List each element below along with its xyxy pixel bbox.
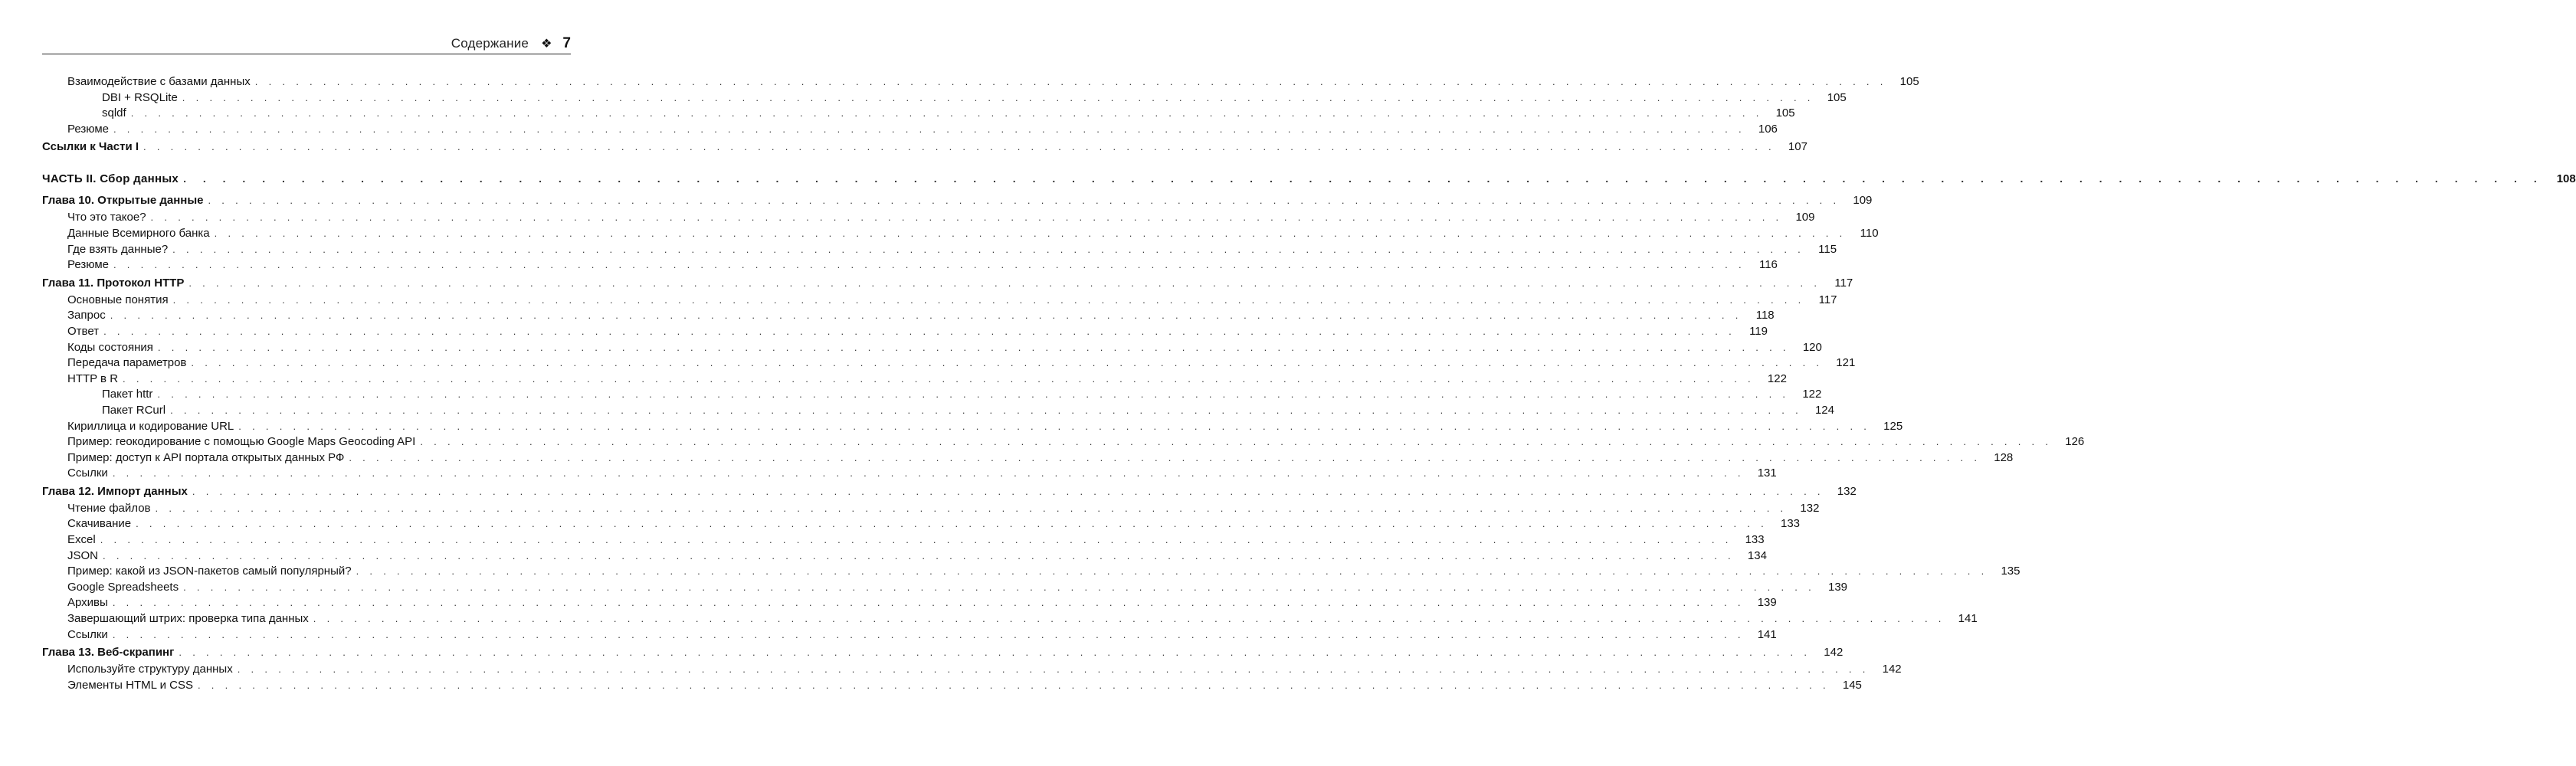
dot-leader: . . . . . . . . . . . . . . . . . . . . . . . . . . . . . . . . . . . . . . . . . . . . . . . . . . . . . . . . . . . . . . . . . . . . . . . . . . . . . . . . . . . . . . . . . . . . . . . . . . . . . . . . . . . . . . . . . . . . . . . . [112,467,1745,480]
toc-entry-row[interactable] [42,596,1777,612]
toc-entry-row[interactable] [42,501,1820,518]
dot-leader: . . . . . . . . . . . . . . . . . . . . . . . . . . . . . . . . . . . . . . . . . . . . . . . . . . . . . . . . . . . . . . . . . . . . . . . . . . . . . . . . . . . . . . . . . . . . . . . . . . . . . . . . . . . . . . . . . . . . . . . . [130,107,1763,119]
toc-entry-row[interactable] [42,466,1777,483]
toc-entry-page: 121 [1836,356,1856,370]
toc-entry-page: 139 [1757,596,1777,610]
toc-entry-row[interactable] [42,565,2020,581]
dot-leader: . . . . . . . . . . . . . . . . . . . . . . . . . . . . . . . . . . . . . . . . . . . . . . . . . . . . . . . . . . . . . . . . . . . . . . . . . . . . . . . . . . . . . . . . . . . . . . . . . . . . . . . . . . . . . . . . . . . . . . . . [155,502,1788,514]
toc-entry-row[interactable] [42,450,2014,467]
toc-entry-page: 142 [1824,646,1844,660]
toc-entry-row[interactable] [42,122,1778,139]
toc-entry-title: Используйте структуру данных [67,663,233,676]
dot-leader: . . . . . . . . . . . . . . . . . . . . . . . . . . . . . . . . . . . . . . . . . . . . . . . . . . . . . . . . . . . . . . . . . . . . . . . . . . . . . . . . . . . . . . . . . . . . . . . . . . . . . . . . . . . . . . . . . . . . . . . . [103,549,1735,561]
toc-entry-page: 122 [1767,372,1787,385]
toc-entry-title: Где взять данные? [67,242,169,256]
toc-chapter-row[interactable] [42,646,1844,663]
toc-entry-title: Скачивание [67,517,132,531]
toc-entry-title: Excel [67,533,96,547]
dot-leader: . . . . . . . . . . . . . . . . . . . . . . . . . . . . . . . . . . . . . . . . . . . . . . . . . . . . . . . . . . . . . . . . . . . . . . . . . . . . . . . . . . . . . . . . . . . . . . . . . . . . . . . . . . . . . . . . . . . . . . . . [112,597,1745,609]
dot-leader: . . . . . . . . . . . . . . . . . . . . . . . . . . . . . . . . . . . . . . . . . . . . . . . . . . . . . . . . . . . . . . . . . . . . . . . . . . . . . . . . . . . . . . . . . . . . . . . . . . . . . . . . . . . . . . . . . . . . . . . . [123,372,1755,385]
toc-entry-title: Кириллица и кодирование URL [67,419,234,433]
dot-leader: . . . . . . . . . . . . . . . . . . . . . . . . . . . . . . . . . . . . . . . . . . . . . . . . . . . . . . . . . . . . . . . . . . . . . . . . . . . . . . . . . . . . . . . . . . . . . . . . . . . . . . . . . . . . . . . . . . . . . . . . [113,259,1745,271]
toc-entry-title: DBI + RSQLite [102,90,178,104]
toc-entry-page: 108 [2556,172,2576,186]
toc-entry-page: 110 [1860,226,1879,240]
dot-leader: . . . . . . . . . . . . . . . . . . . . . . . . . . . . . . . . . . . . . . . . . . . . . . . . . . . . . . . . . . . . . . . . . . . . . . . . . . . . . . . . . . . . . . . . . . . . . . . . . . . . . . . . . . . . . . . . . . . . . . . . [112,628,1745,640]
page-header [42,34,571,54]
dot-leader: . . . . . . . . . . . . . . . . . . . . . . . . . . . . . . . . . . . . . . . . . . . . . . . . . . . . . . . . . . . . . . . . . . . . . . . . . . . . . . . . . . . . . . . . . . . . . . . . . . . . . . . . . . . . . . . . . . . . . . . . [143,141,1775,153]
toc-entry-row[interactable] [42,612,1978,628]
dot-leader: . . . . . . . . . . . . . . . . . . . . . . . . . . . . . . . . . . . . . . . . . . . . . . . . . . . . . . . . . . . . . . . . . . . . . . . . . . . . . . . . . . . . . . . . . . . . . . . . . . . . . . . . . . . . . . . . . . . . . . . . [172,243,1805,255]
dot-leader: . . . . . . . . . . . . . . . . . . . . . . . . . . . . . . . . . . . . . . . . . . . . . . . . . . . . . . . . . . . . . . . . . . . . . . . . . . . . . . . . . . . . . . . . . . . . . . . . . . . . . . . . . . . . . . . . . . . . . . . . [182,91,1814,103]
toc-entry-title: Архивы [67,596,108,610]
dot-leader: . . . . . . . . . . . . . . . . . . . . . . . . . . . . . . . . . . . . . . . . . . . . . . . . . . . . . . . . . . . . . . . . . . . . . . . . . . . . . . . . . . . . . . . . . . . . . . . . . . . . . . . . . . . . . . . . . . . . . . . . [192,485,1824,497]
toc-entry-page: 133 [1780,517,1801,531]
dot-leader: . . . . . . . . . . . . . . . . . . . . . . . . . . . . . . . . . . . . . . . . . . . . . . . . . . . . . . . . . . . . . . . . . . . . . . . . . . . . . . . . . . . . . . . . . . . . . . . . . . . . . . . . . . . . . . . . . . . . . . . . [157,388,1790,401]
toc-entry-page: 132 [1837,484,1857,498]
toc-entry-page: 134 [1747,548,1767,562]
toc-chapter-row[interactable] [42,140,1807,157]
toc-entry-title: Google Spreadsheets [67,580,179,594]
toc-chapter-row[interactable] [42,194,1873,211]
toc-entry-row[interactable] [42,517,1801,533]
toc-entry-page: 139 [1828,580,1848,594]
toc-entry-title: sqldf [102,106,126,120]
toc-entry-title: JSON [67,548,99,562]
ornament-icon: ❖ [541,38,552,51]
toc-entry-title: Коды состояния [67,340,153,354]
dot-leader: . . . . . . . . . . . . . . . . . . . . . . . . . . . . . . . . . . . . . . . . . . . . . . . . . . . . . . . . . . . . . . . . . . . . . . . . . . . . . . . . . . . . . . . . . . . . . . . . . . . . . . . . . . . . . . . . . . . . . . . . [100,534,1732,546]
toc-entry-title: Резюме [67,122,109,136]
dot-leader: . . . . . . . . . . . . . . . . . . . . . . . . . . . . . . . . . . . . . . . . . . . . . . . . . . . . . . . . . . . . . . . . . . . . . . . . . . . . . . . . . . . . . . . . . . . . . . . . . . . . . . . . . . . . . . . . . . . . . . . . [313,613,1945,625]
toc-entry-title: Запрос [67,309,106,322]
dot-leader: . . . . . . . . . . . . . . . . . . . . . . . . . . . . . . . . . . . . . . . . . . . . . . . . . . . . . . . . . . . . . . . . . . . . . . . . . . . . . . . . . . . . . . . . . . . . . . . . . . . . . . . . . . . . . . . . . . . . . . . . [356,565,1988,578]
dot-leader: . . . . . . . . . . . . . . . . . . . . . . . . . . . . . . . . . . . . . . . . . . . . . . . . . . . . . . . . . . . . . . . . . . . . . . . . . . . . . . . . . . . . . . . . . . . . . . . . . . . . . . . . . . . . . . . . . . . . . . . . [150,211,1783,224]
toc-entry-title: Ссылки [67,466,108,480]
running-title: Содержание [451,36,529,51]
toc-entry-page: 119 [1749,324,1768,338]
toc-entry-title: Пример: доступ к API портала открытых данных РФ [67,450,345,464]
dot-leader: . . . . . . . . . . . . . . . . . . . . . . . . . . . . . . . . . . . . . . . . . . . . . . . . . . . . . . . . . . . . . . . . . . . . . . . . . . . . . . . . . . . . . . . . . . . . . . . . . . . . . . . . . . . . . . . . . . . . . . . . [208,195,1840,207]
toc-entry-row[interactable] [42,435,2085,451]
toc-entry-title: Завершающий штрих: проверка типа данных [67,612,309,626]
toc-entry-title: Данные Всемирного банка [67,226,210,240]
toc-entry-title: Элементы HTML и CSS [67,678,193,692]
toc-entry-title: Резюме [67,258,109,272]
toc-entry-page: 120 [1802,340,1822,354]
toc-entry-page: 107 [1788,140,1807,154]
toc-entry-page: 145 [1842,678,1862,692]
toc-entry-row[interactable] [42,356,1856,372]
toc-entry-row[interactable] [42,340,1822,357]
toc-entry-title: Глава 10. Открытые данные [42,194,204,208]
page-number: 7 [562,35,571,51]
toc-chapter-row[interactable] [42,276,1853,293]
dot-leader: . . . . . . . . . . . . . . . . . . . . . . . . . . . . . . . . . . . . . . . . . . . . . . . . . . . . . . . . . . . . . . . . . . . . . . . . . . . . . . . . . . . . . . . . . . . . . . . . . . . . . . . . . . . . . . . . . . . . . . . . [183,172,2544,185]
dot-leader: . . . . . . . . . . . . . . . . . . . . . . . . . . . . . . . . . . . . . . . . . . . . . . . . . . . . . . . . . . . . . . . . . . . . . . . . . . . . . . . . . . . . . . . . . . . . . . . . . . . . . . . . . . . . . . . . . . . . . . . . [113,123,1745,135]
toc-entry-page: 118 [1755,309,1775,322]
toc-entry-row[interactable] [42,106,1795,123]
toc-entry-title: Ссылки к Части I [42,140,139,154]
dot-leader: . . . . . . . . . . . . . . . . . . . . . . . . . . . . . . . . . . . . . . . . . . . . . . . . . . . . . . . . . . . . . . . . . . . . . . . . . . . . . . . . . . . . . . . . . . . . . . . . . . . . . . . . . . . . . . . . . . . . . . . . [188,277,1821,289]
toc-entry-page: 132 [1800,501,1820,515]
dot-leader: . . . . . . . . . . . . . . . . . . . . . . . . . . . . . . . . . . . . . . . . . . . . . . . . . . . . . . . . . . . . . . . . . . . . . . . . . . . . . . . . . . . . . . . . . . . . . . . . . . . . . . . . . . . . . . . . . . . . . . . . [183,581,1816,593]
dot-leader: . . . . . . . . . . . . . . . . . . . . . . . . . . . . . . . . . . . . . . . . . . . . . . . . . . . . . . . . . . . . . . . . . . . . . . . . . . . . . . . . . . . . . . . . . . . . . . . . . . . . . . . . . . . . . . . . . . . . . . . . [237,663,1870,676]
toc-entry-title: Чтение файлов [67,501,151,515]
toc-entry-title: Ответ [67,324,100,338]
toc-entry-title: Пример: геокодирование с помощью Google Maps Geocoding API [67,435,416,449]
dot-leader: . . . . . . . . . . . . . . . . . . . . . . . . . . . . . . . . . . . . . . . . . . . . . . . . . . . . . . . . . . . . . . . . . . . . . . . . . . . . . . . . . . . . . . . . . . . . . . . . . . . . . . . . . . . . . . . . . . . . . . . . [214,227,1847,239]
toc-entry-row[interactable] [42,324,1768,341]
toc-entry-row[interactable] [42,293,1837,309]
toc-entry-row[interactable] [42,663,1902,679]
dot-leader: . . . . . . . . . . . . . . . . . . . . . . . . . . . . . . . . . . . . . . . . . . . . . . . . . . . . . . . . . . . . . . . . . . . . . . . . . . . . . . . . . . . . . . . . . . . . . . . . . . . . . . . . . . . . . . . . . . . . . . . . [170,404,1802,416]
toc-entry-page: 141 [1958,612,1978,626]
dot-leader: . . . . . . . . . . . . . . . . . . . . . . . . . . . . . . . . . . . . . . . . . . . . . . . . . . . . . . . . . . . . . . . . . . . . . . . . . . . . . . . . . . . . . . . . . . . . . . . . . . . . . . . . . . . . . . . . . . . . . . . . [172,293,1805,306]
toc-entry-page: 117 [1834,276,1853,290]
toc-entry-title: Глава 11. Протокол HTTP [42,276,185,290]
dot-leader: . . . . . . . . . . . . . . . . . . . . . . . . . . . . . . . . . . . . . . . . . . . . . . . . . . . . . . . . . . . . . . . . . . . . . . . . . . . . . . . . . . . . . . . . . . . . . . . . . . . . . . . . . . . . . . . . . . . . . . . . [103,325,1735,337]
toc-entry-row[interactable] [42,372,1787,388]
dot-leader: . . . . . . . . . . . . . . . . . . . . . . . . . . . . . . . . . . . . . . . . . . . . . . . . . . . . . . . . . . . . . . . . . . . . . . . . . . . . . . . . . . . . . . . . . . . . . . . . . . . . . . . . . . . . . . . . . . . . . . . . [254,76,1887,87]
toc-entry-title: Глава 12. Импорт данных [42,484,188,498]
toc-entry-title: Пример: какой из JSON-пакетов самый популярный? [67,565,352,578]
toc-entry-row[interactable] [42,419,1903,436]
dot-leader: . . . . . . . . . . . . . . . . . . . . . . . . . . . . . . . . . . . . . . . . . . . . . . . . . . . . . . . . . . . . . . . . . . . . . . . . . . . . . . . . . . . . . . . . . . . . . . . . . . . . . . . . . . . . . . . . . . . . . . . . [238,420,1871,432]
toc-entry-row[interactable] [42,580,1848,597]
toc-entry-page: 125 [1883,419,1903,433]
toc-entry-page: 109 [1853,194,1873,208]
toc-entry-title: Что это такое? [67,211,146,224]
table-of-contents [42,75,2576,694]
toc-entry-row[interactable] [42,211,1815,227]
dot-leader: . . . . . . . . . . . . . . . . . . . . . . . . . . . . . . . . . . . . . . . . . . . . . . . . . . . . . . . . . . . . . . . . . . . . . . . . . . . . . . . . . . . . . . . . . . . . . . . . . . . . . . . . . . . . . . . . . . . . . . . . [110,309,1742,322]
toc-entry-page: 105 [1775,106,1795,120]
toc-entry-page: 115 [1818,242,1837,256]
toc-entry-page: 124 [1814,403,1834,417]
dot-leader: . . . . . . . . . . . . . . . . . . . . . . . . . . . . . . . . . . . . . . . . . . . . . . . . . . . . . . . . . . . . . . . . . . . . . . . . . . . . . . . . . . . . . . . . . . . . . . . . . . . . . . . . . . . . . . . . . . . . . . . . [197,679,1830,691]
dot-leader: . . . . . . . . . . . . . . . . . . . . . . . . . . . . . . . . . . . . . . . . . . . . . . . . . . . . . . . . . . . . . . . . . . . . . . . . . . . . . . . . . . . . . . . . . . . . . . . . . . . . . . . . . . . . . . . . . . . . . . . . [136,518,1768,530]
toc-entry-row[interactable] [42,548,1767,565]
toc-entry-page: 135 [2001,565,2020,578]
toc-entry-title: ЧАСТЬ II. Сбор данных [42,172,179,186]
dot-leader: . . . . . . . . . . . . . . . . . . . . . . . . . . . . . . . . . . . . . . . . . . . . . . . . . . . . . . . . . . . . . . . . . . . . . . . . . . . . . . . . . . . . . . . . . . . . . . . . . . . . . . . . . . . . . . . . . . . . . . . . [349,451,1981,463]
toc-entry-page: 126 [2065,435,2085,449]
toc-entry-row[interactable] [42,309,1775,325]
toc-entry-page: 116 [1758,258,1778,272]
toc-entry-title: Ссылки [67,627,108,641]
toc-entry-row[interactable] [42,533,1765,549]
toc-entry-row[interactable] [42,75,1919,91]
toc-chapter-row[interactable] [42,484,1857,502]
toc-entry-page: 133 [1745,533,1765,547]
dot-leader: . . . . . . . . . . . . . . . . . . . . . . . . . . . . . . . . . . . . . . . . . . . . . . . . . . . . . . . . . . . . . . . . . . . . . . . . . . . . . . . . . . . . . . . . . . . . . . . . . . . . . . . . . . . . . . . . . . . . . . . . [179,647,1811,659]
toc-entry-row[interactable] [42,388,1822,404]
toc-entry-title: Основные понятия [67,293,169,306]
toc-entry-page: 122 [1802,388,1822,401]
header-inner [451,35,571,52]
toc-entry-page: 131 [1757,466,1777,480]
toc-entry-title: Пакет RCurl [102,403,166,417]
toc-entry-row[interactable] [42,678,1862,695]
toc-entry-row[interactable] [42,90,1847,107]
toc-entry-title: HTTP в R [67,372,119,385]
toc-entry-page: 128 [1994,450,2014,464]
toc-entry-page: 109 [1795,211,1815,224]
dot-leader: . . . . . . . . . . . . . . . . . . . . . . . . . . . . . . . . . . . . . . . . . . . . . . . . . . . . . . . . . . . . . . . . . . . . . . . . . . . . . . . . . . . . . . . . . . . . . . . . . . . . . . . . . . . . . . . . . . . . . . . . [157,341,1790,353]
toc-entry-page: 105 [1899,75,1919,88]
toc-entry-row[interactable] [42,403,1834,420]
toc-entry-row[interactable] [42,242,1837,259]
dot-leader: . . . . . . . . . . . . . . . . . . . . . . . . . . . . . . . . . . . . . . . . . . . . . . . . . . . . . . . . . . . . . . . . . . . . . . . . . . . . . . . . . . . . . . . . . . . . . . . . . . . . . . . . . . . . . . . . . . . . . . . . [191,357,1824,369]
dot-leader: . . . . . . . . . . . . . . . . . . . . . . . . . . . . . . . . . . . . . . . . . . . . . . . . . . . . . . . . . . . . . . . . . . . . . . . . . . . . . . . . . . . . . . . . . . . . . . . . . . . . . . . . . . . . . . . . . . . . . . . . [420,436,2053,448]
toc-entry-page: 117 [1818,293,1837,306]
toc-entry-row[interactable] [42,627,1777,644]
toc-entry-title: Взаимодействие с базами данных [67,75,251,88]
toc-entry-page: 105 [1827,90,1847,104]
toc-entry-title: Глава 13. Веб-скрапинг [42,646,175,660]
toc-entry-title: Передача параметров [67,356,187,370]
toc-entry-row[interactable] [42,258,1778,274]
toc-entry-page: 106 [1758,122,1778,136]
toc-entry-page: 142 [1882,663,1902,676]
toc-part-row[interactable] [42,172,2576,189]
toc-entry-title: Пакет httr [102,388,153,401]
toc-entry-page: 141 [1757,627,1777,641]
toc-entry-row[interactable] [42,226,1879,243]
